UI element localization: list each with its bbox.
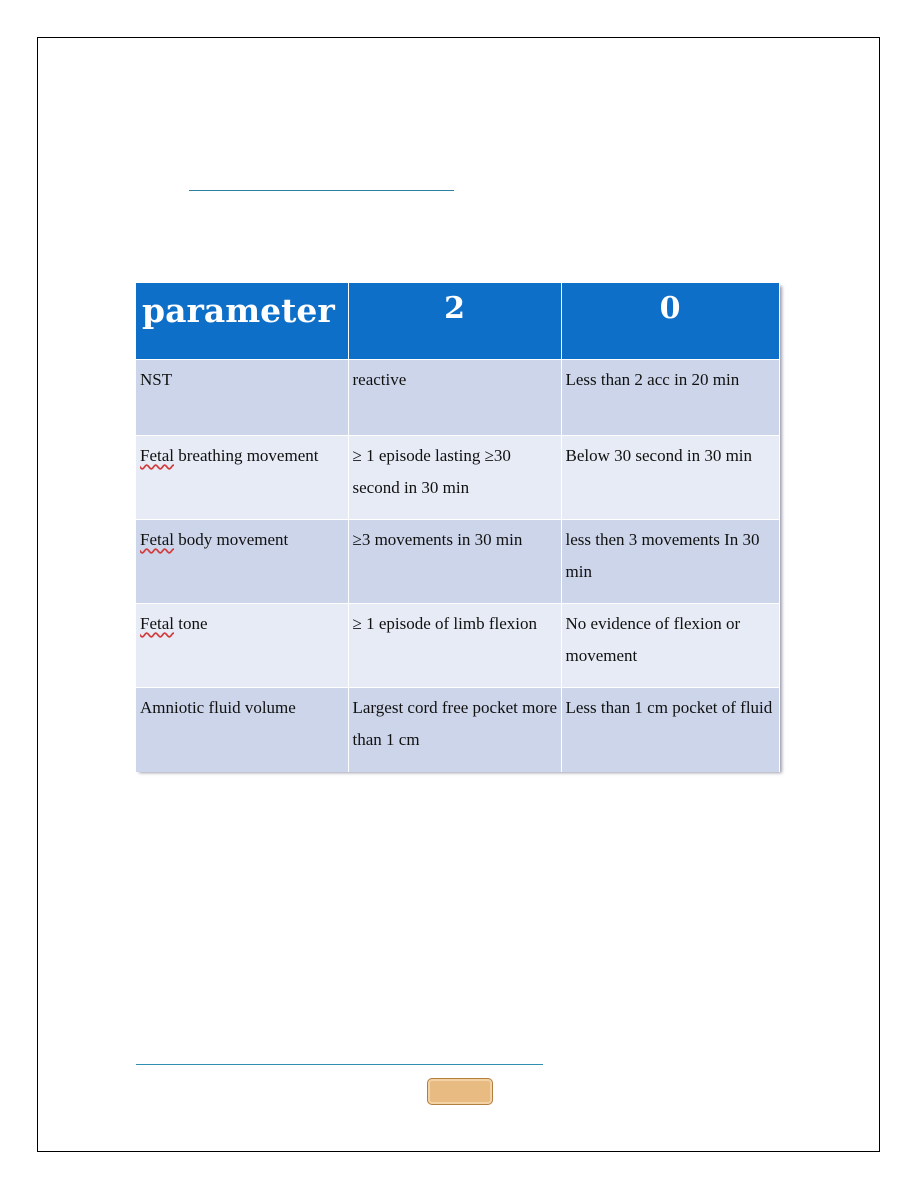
cell-parameter: NST (136, 360, 348, 436)
header-parameter: parameter (136, 283, 348, 360)
table-row (136, 436, 779, 520)
table-row (136, 604, 779, 688)
table-row (136, 360, 779, 436)
cell-score-0: Less than 1 cm pocket of fluid (561, 688, 779, 772)
cell-parameter: Fetal breathing movement (136, 436, 348, 520)
cell-score-2: ≥3 movements in 30 min (348, 520, 561, 604)
header-score-0: 0 (561, 283, 779, 360)
cell-score-0: No evidence of flexion or movement (561, 604, 779, 688)
cell-score-2: ≥ 1 episode lasting ≥30 second in 30 min (348, 436, 561, 520)
cell-score-2: ≥ 1 episode of limb flexion (348, 604, 561, 688)
table-row (136, 520, 779, 604)
cell-score-2: Largest cord free pocket more than 1 cm (348, 688, 561, 772)
cell-parameter: Fetal body movement (136, 520, 348, 604)
table-header-row (136, 283, 779, 360)
page-number-badge (427, 1078, 493, 1105)
cell-parameter: Amniotic fluid volume (136, 688, 348, 772)
cell-score-0: Below 30 second in 30 min (561, 436, 779, 520)
cell-score-2: reactive (348, 360, 561, 436)
cell-score-0: less then 3 movements In 30 min (561, 520, 779, 604)
cell-parameter: Fetal tone (136, 604, 348, 688)
biophysical-profile-table (136, 283, 779, 770)
header-score-2: 2 (348, 283, 561, 360)
cell-score-0: Less than 2 acc in 20 min (561, 360, 779, 436)
footer-rule (136, 1064, 543, 1065)
table-row (136, 688, 779, 772)
header-rule (189, 190, 454, 191)
